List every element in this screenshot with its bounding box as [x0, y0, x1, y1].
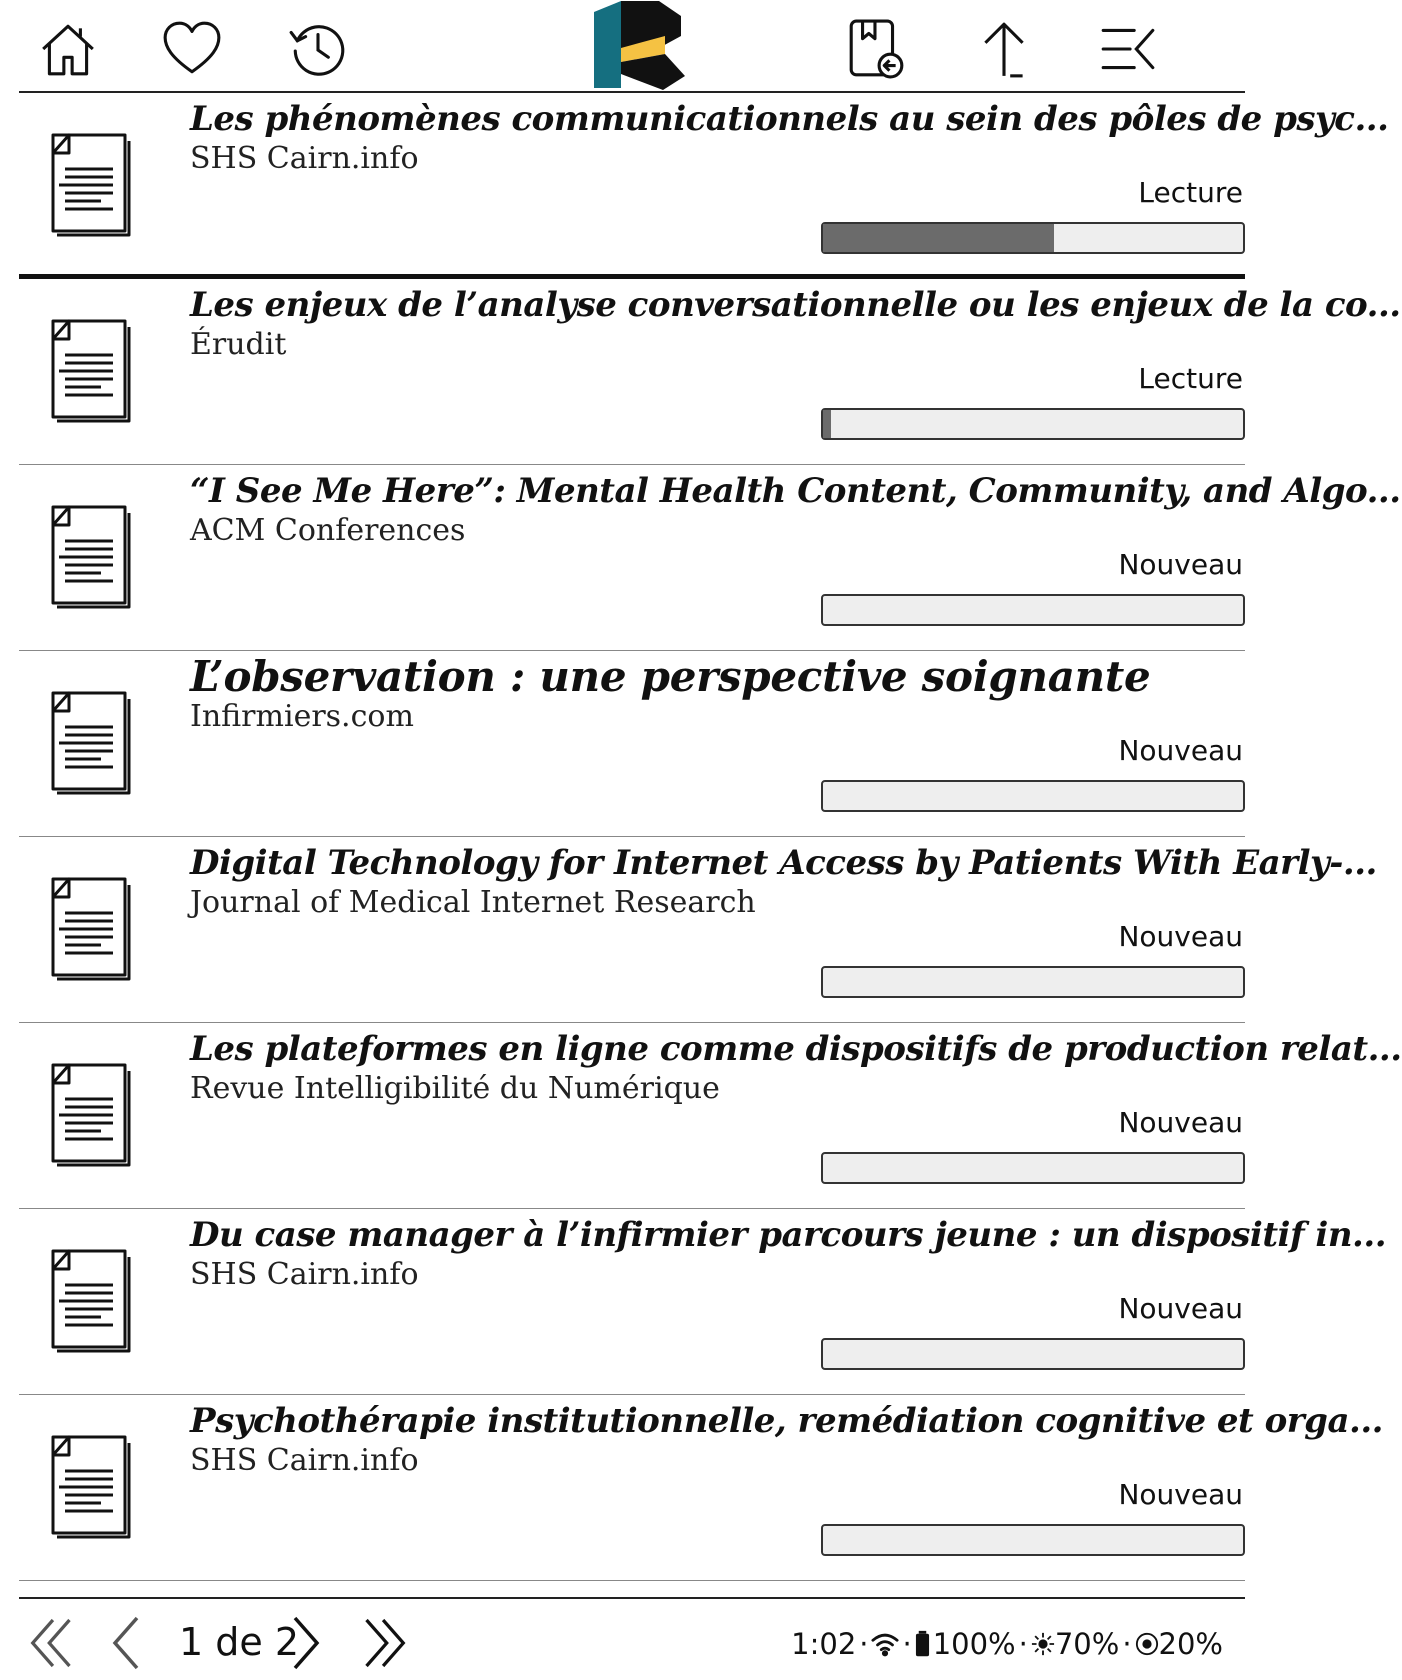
document-source: Infirmiers.com [190, 699, 414, 734]
document-title[interactable]: Les phénomènes communicationnels au sein des pôles de psyc... [190, 99, 1389, 139]
document-title[interactable]: Les plateformes en ligne comme dispositifs de production relat... [190, 1029, 1402, 1069]
chevron-right-icon [291, 1616, 321, 1670]
reading-status: Lecture [1138, 176, 1243, 209]
list-item[interactable] [19, 1209, 1387, 1395]
clock: 1:02 [791, 1627, 857, 1661]
home-icon [37, 18, 99, 80]
bookmark-return-icon [845, 18, 907, 80]
document-source: Érudit [190, 327, 287, 362]
reading-status: Nouveau [1118, 1106, 1243, 1139]
list-item[interactable] [19, 465, 1401, 651]
list-item[interactable] [19, 1395, 1383, 1581]
double-chevron-right-icon [361, 1616, 407, 1670]
document-title[interactable]: Digital Technology for Internet Access by Patients With Early-... [190, 843, 1377, 883]
reading-status: Nouveau [1118, 1292, 1243, 1325]
battery-icon [915, 1630, 930, 1658]
reading-status: Nouveau [1118, 734, 1243, 767]
reading-progress-bar [821, 966, 1245, 998]
list-item[interactable] [19, 837, 1377, 1023]
document-icon [45, 1061, 133, 1169]
upload-button[interactable] [969, 14, 1039, 84]
document-icon [45, 503, 133, 611]
battery-level: 100% [932, 1627, 1016, 1661]
reading-progress-bar [821, 1152, 1245, 1184]
document-source: SHS Cairn.info [190, 1443, 419, 1478]
upload-icon [973, 18, 1035, 80]
reading-progress-bar [821, 780, 1245, 812]
list-item[interactable] [19, 279, 1401, 465]
document-source: Revue Intelligibilité du Numérique [190, 1071, 720, 1106]
heart-icon [161, 18, 223, 80]
top-toolbar [19, 0, 1245, 93]
next-page-button[interactable] [291, 1613, 321, 1673]
document-source: Journal of Medical Internet Research [190, 885, 756, 920]
list-item[interactable] [19, 651, 1245, 837]
menu-collapse-icon [1097, 18, 1159, 80]
reading-status: Nouveau [1118, 920, 1243, 953]
document-source: ACM Conferences [190, 513, 466, 548]
list-item[interactable] [19, 93, 1389, 279]
page-indicator: 1 de 2 [179, 1620, 300, 1664]
document-title[interactable]: L’observation : une perspective soignante [190, 652, 1151, 701]
reading-progress-bar [821, 222, 1245, 254]
document-title[interactable]: Psychothérapie institutionnelle, remédiation cognitive et orga... [190, 1401, 1383, 1441]
double-chevron-left-icon [29, 1616, 75, 1670]
reading-progress-bar [821, 1338, 1245, 1370]
bookmark-return-button[interactable] [841, 14, 911, 84]
list-item[interactable] [19, 1023, 1402, 1209]
document-list [19, 93, 1402, 1581]
document-title[interactable]: Les enjeux de l’analyse conversationnelle ou les enjeux de la co... [190, 285, 1401, 325]
menu-button[interactable] [1093, 14, 1163, 84]
last-page-button[interactable] [361, 1613, 407, 1673]
document-source: SHS Cairn.info [190, 1257, 419, 1292]
progress-fill [823, 410, 831, 438]
warmlight-icon [1135, 1632, 1159, 1656]
frontlight-level: 70% [1054, 1627, 1120, 1661]
favorites-button[interactable] [157, 14, 227, 84]
device-status-bar: 1:02 · · 100% · 70% · 20% [791, 1627, 1223, 1661]
history-button[interactable] [283, 14, 353, 84]
home-button[interactable] [33, 14, 103, 84]
app-logo [591, 0, 689, 92]
frontlight-icon [1031, 1632, 1055, 1656]
document-icon [45, 1433, 133, 1541]
document-source: SHS Cairn.info [190, 141, 419, 176]
warmlight-level: 20% [1158, 1627, 1223, 1661]
reading-progress-bar [821, 1524, 1245, 1556]
bottom-bar [19, 1597, 1245, 1680]
document-icon [45, 875, 133, 983]
document-icon [45, 1247, 133, 1355]
progress-fill [823, 224, 1054, 252]
reading-status: Nouveau [1118, 548, 1243, 581]
reading-progress-bar [821, 594, 1245, 626]
wifi-icon [871, 1631, 899, 1657]
reading-status: Nouveau [1118, 1478, 1243, 1511]
document-title[interactable]: “I See Me Here”: Mental Health Content, Community, and Algo... [190, 471, 1401, 511]
document-icon [45, 131, 133, 239]
document-icon [45, 689, 133, 797]
document-icon [45, 317, 133, 425]
chevron-left-icon [111, 1616, 141, 1670]
document-title[interactable]: Du case manager à l’infirmier parcours jeune : un dispositif in... [190, 1215, 1387, 1255]
reading-progress-bar [821, 408, 1245, 440]
first-page-button[interactable] [29, 1613, 75, 1673]
previous-page-button[interactable] [111, 1613, 141, 1673]
history-icon [287, 18, 349, 80]
reading-status: Lecture [1138, 362, 1243, 395]
